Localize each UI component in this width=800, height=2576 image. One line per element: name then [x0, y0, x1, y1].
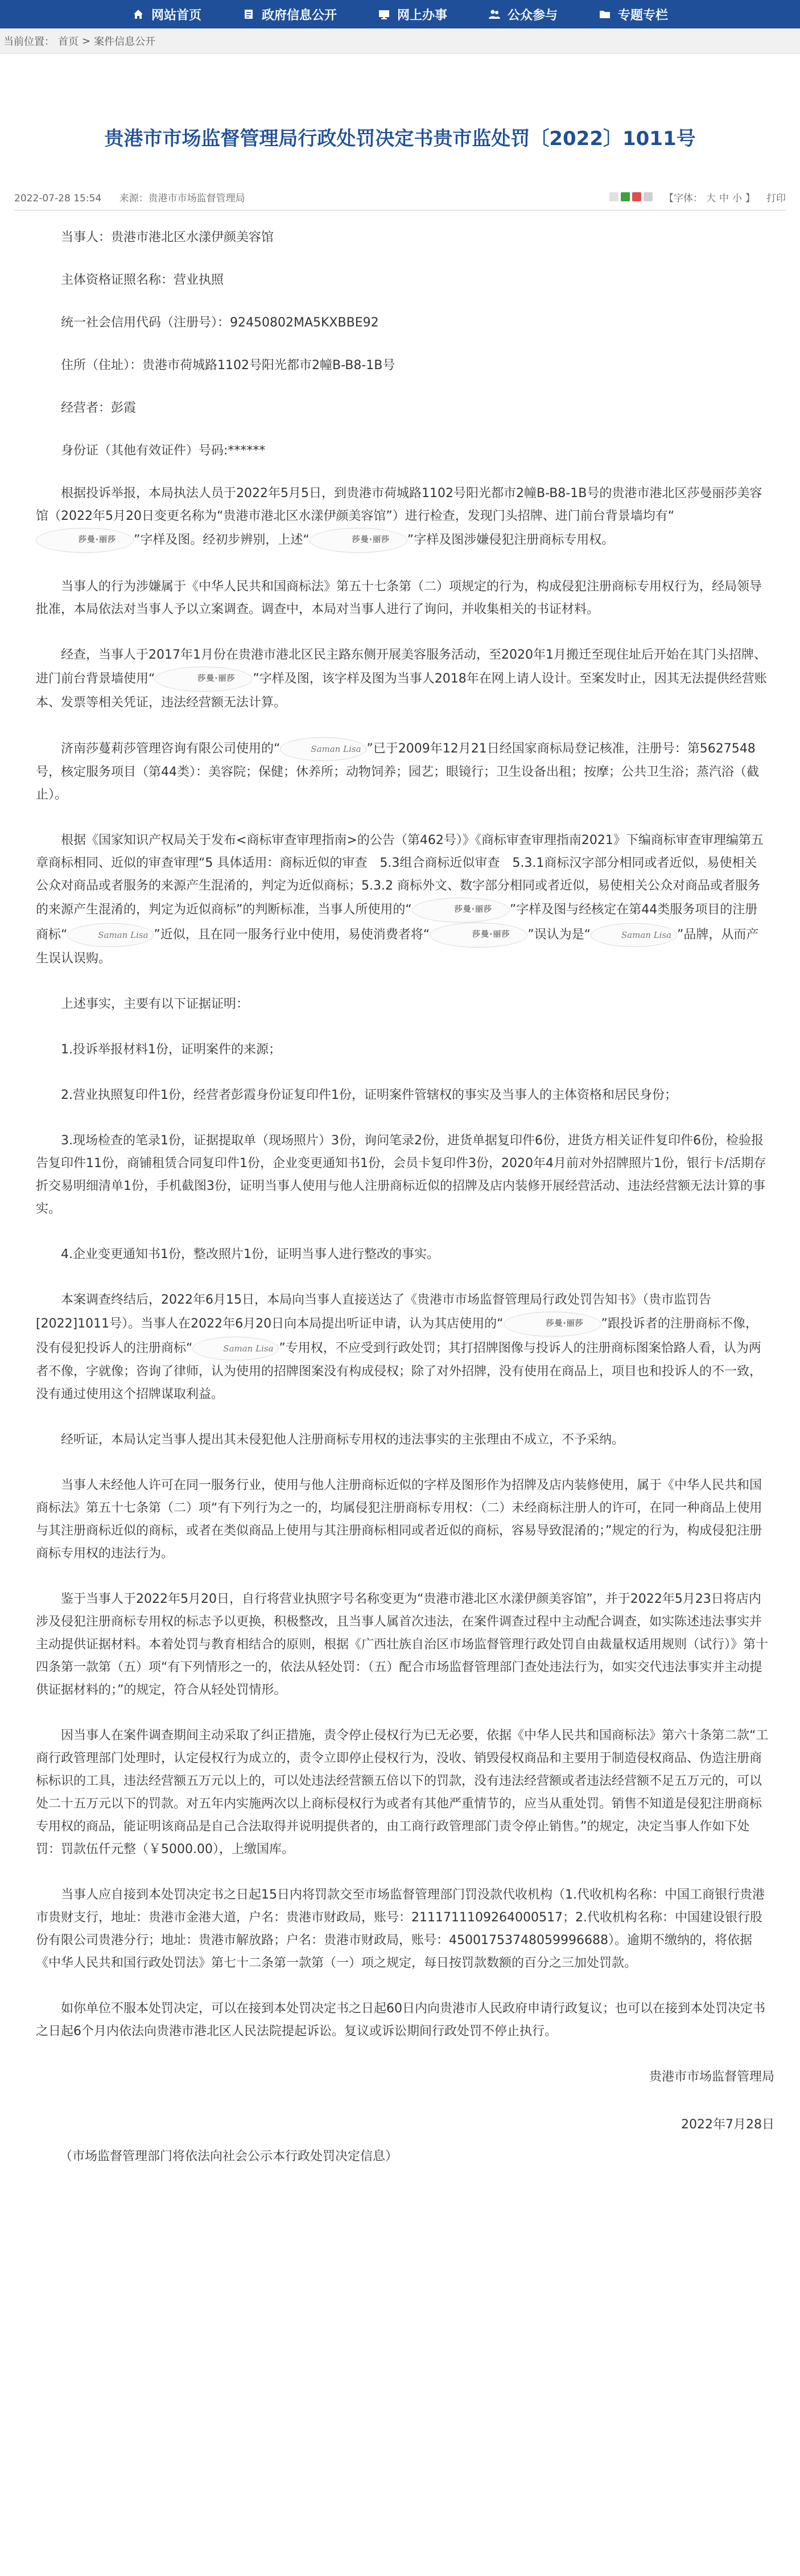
evidence-item: 4.企业变更通知书1份，整改照片1份，证明当事人进行整改的事实。 [61, 1247, 439, 1262]
evidence-intro: 上述事实，主要有以下证据证明： [61, 997, 249, 1011]
font-medium-link[interactable]: 中 [719, 192, 729, 204]
evidence-item: 1.投诉举报材料1份，证明案件的来源； [61, 1043, 281, 1057]
paragraph-investigation [36, 644, 769, 714]
page-title: 贵港市市场监督管理局行政处罚决定书贵市监处罚〔2022〕1011号 [104, 127, 696, 150]
nav-label: 公众参与 [508, 8, 558, 23]
text-segment: ”字样及图与经核定在第44类服务项目的注册商标“ [36, 903, 758, 942]
nav-item-online-service[interactable] [357, 0, 468, 28]
party-name: 当事人：贵港市港北区水漾伊颜美容馆 [61, 230, 274, 245]
publicity-note: （市场监督管理部门将依法向社会公示本行政处罚决定信息） [60, 2149, 398, 2164]
paragraph-payment: 当事人应自接到本处罚决定书之日起15日内将罚款交至市场监督管理部门罚没款代收机构（1.代收机构名称：中国工商银行贵港市贵财支行，地址：贵港市金港大道，户名：贵港市财政局，账号：2111711109264000517；2.代收机构名称：中国建设银行股份有限公司贵港分行；地址：贵港市解放路；户名：贵港市财政局，账号：45001753748059996688）。逾期不缴纳的，将依据《中华人民共和国行政处罚法》第七十二条第一款第（一）项之规定，每日按罚款数额的百分之三加处罚款。 [36, 1888, 765, 1970]
nav-item-gov-info[interactable] [222, 0, 357, 28]
trademark-logo-cn: 莎曼·丽莎 [504, 1312, 601, 1337]
print-button[interactable]: 打印 [766, 192, 786, 204]
article [14, 54, 786, 2168]
article-meta-bar [14, 184, 786, 210]
text-segment: ”跟投诉者的注册商标不像，没有侵犯投诉人的注册商标“ [36, 1317, 758, 1355]
text-segment: ”字样及图涉嫌侵犯注册商标专用权。 [407, 533, 615, 547]
article-source: 来源：贵港市市场监督管理局 [119, 192, 245, 204]
operator: 经营者：彭霞 [61, 401, 137, 415]
breadcrumb-home-link[interactable]: 首页 [58, 36, 79, 48]
nav-label: 网上办事 [397, 8, 447, 23]
document-icon [242, 8, 255, 20]
nav-label: 网站首页 [151, 8, 201, 23]
text-segment: 济南莎蔓莉莎管理咨询有限公司使用的“ [61, 742, 281, 756]
text-segment: ”字样及图，该字样及图为当事人2018年在网上请人设计。至案发时止，因其无法提供经营账本、发票等相关凭证，违法经营额无法计算。 [36, 672, 767, 710]
evidence-item: 2.营业执照复印件1份，经营者彭霞身份证复印件1份，证明案件管辖权的事实及当事人的主体资格和居民身份； [61, 1088, 677, 1102]
paragraph-hearing-request [36, 1289, 769, 1406]
paragraph-inspection [36, 482, 769, 553]
license-name: 主体资格证照名称：营业执照 [61, 273, 224, 287]
text-segment: ”已于2009年12月21日经国家商标局登记核准，注册号：第5627548号，核定服务项目（第44类）：美容院；保健；休养所；动物饲养；园艺；眼镜行；卫生设备出租；按摩；公共卫生浴；蒸汽浴（截止）。 [36, 742, 759, 802]
people-icon [488, 8, 501, 20]
paragraph-registered-trademark [36, 737, 769, 807]
text-segment: ”近似，且在同一服务行业中使用，易使消费者将“ [154, 928, 430, 942]
trademark-logo-en: Saman Lisa [280, 737, 366, 761]
share-more-icon[interactable] [609, 192, 618, 201]
text-segment: 根据投诉举报，本局执法人员于2022年5月5日，到贵港市荷城路1102号阳光都市2幢B-B8-1B号的贵港市港北区莎曼丽莎美容馆（2022年5月20日变更名称为“贵港市港北区水漾伊颜美容馆”）进行检查，发现门头招牌、进门前台背景墙均有“ [36, 486, 762, 523]
breadcrumb-current-link[interactable]: 案件信息公开 [94, 36, 156, 48]
nav-item-home[interactable] [112, 0, 222, 28]
nav-label: 专题专栏 [618, 8, 669, 23]
nav-item-public-participation[interactable] [468, 0, 578, 28]
paragraph-hearing-result: 经听证，本局认定当事人提出其未侵犯他人注册商标专用权的违法事实的主张理由不成立，不予采纳。 [61, 1433, 625, 1447]
text-segment: ”字样及图。经初步辨别，上述“ [134, 533, 310, 547]
paragraph-penalty: 因当事人在案件调查期间主动采取了纠正措施，责令停止侵权行为已无必要，依据《中华人民共和国商标法》第六十条第二款“工商行政管理部门处理时，认定侵权行为成立的，责令立即停止侵权行为，没收、销毁侵权商品和主要用于制造侵权商品、伪造注册商标标识的工具，违法经营额五万元以上的，可以处违法经营额五倍以下的罚款，没有违法经营额或者违法经营额不足五万元的，可以处二十五万元以下的罚款。对五年内实施两次以上商标侵权行为或者有其他严重情节的，应当从重处罚。销售不知道是侵犯注册商标专用权的商品，能证明该商品是自己合法取得并说明提供者的，由工商行政管理部门责令停止销售。”的规定，决定当事人作如下处罚：罚款伍仟元整（￥5000.00），上缴国库。 [36, 1729, 769, 1856]
home-icon [132, 8, 145, 20]
breadcrumb [0, 28, 800, 54]
evidence-item: 3.现场检查的笔录1份，证据提取单（现场照片）3份，询问笔录2份，进货单据复印件6份，进货方相关证件复印件6份，检验报告复印件11份，商铺租赁合同复印件1份，企业变更通知书1份，会员卡复印件3份，2020年4月前对外招牌照片1份，银行卡/活期存折交易明细清单1份，手机截图3份，证明当事人使用与他人注册商标近似的招牌及店内装修开展经营活动、违法经营额无法计算的事实。 [36, 1134, 766, 1216]
font-size-bracket: 】 [745, 192, 755, 204]
breadcrumb-separator: > [82, 35, 91, 47]
text-segment: ”误认为是“ [527, 928, 591, 942]
article-body [14, 210, 786, 2066]
publish-date: 2022-07-28 15:54 [14, 192, 102, 204]
font-size-label: 【字体： [664, 192, 703, 204]
address: 住所（住址）：贵港市荷城路1102号阳光都市2幢B-B8-1B号 [61, 358, 395, 373]
paragraph-violation: 当事人未经他人许可在同一服务行业，使用与他人注册商标近似的字样及图形作为招牌及店内装修使用，属于《中华人民共和国商标法》第五十七条第（二）项“有下列行为之一的，均属侵犯注册商标专用权：（二）未经商标注册人的许可，在同一种商品上使用与其注册商标近似的商标，或者在类似商品上使用与其注册商标相同或者近似的商标，容易导致混淆的；”规定的行为，构成侵犯注册商标专用权的违法行为。 [36, 1478, 762, 1561]
text-segment: 经查，当事人于2017年1月份在贵港市港北区民主路东侧开展美容服务活动，至2020年1月搬迁至现住址后开始在其门头招牌、进门前台背景墙使用“ [36, 648, 766, 686]
qq-share-icon[interactable] [644, 192, 653, 201]
id-number: 身份证（其他有效证件）号码:****** [61, 444, 266, 458]
nav-item-special-topics[interactable] [578, 0, 688, 28]
paragraph-appeal: 如你单位不服本处罚决定，可以在接到本处罚决定书之日起60日内向贵港市人民政府申请行政复议；也可以在接到本处罚决定书之日起6个月内依法向贵港市港北区人民法院提起诉讼。复议或诉讼期间行政处罚不停止执行。 [36, 2002, 765, 2039]
paragraph-mitigation: 鉴于当事人于2022年5月20日，自行将营业执照字号名称变更为“贵港市港北区水漾伊颜美容馆”，并于2022年5月23日将店内涉及侵犯注册商标专用权的标志予以更换，积极整改，且当事人属首次违法，在案件调查过程中主动配合调查，如实陈述违法事实并主动提供证据材料。本着处罚与教育相结合的原则，根据《广西壮族自治区市场监督管理行政处罚自由裁量权适用规则（试行）》第十四条第一款第（五）项“有下列情形之一的，依法从轻处罚：（五）配合市场监督管理部门查处违法行为，如实交代违法事实并主动提供证据材料的；”的规定，符合从轻处罚情形。 [36, 1592, 769, 1697]
trademark-logo-cn: 莎曼·丽莎 [412, 898, 510, 923]
font-size-controls [661, 190, 755, 204]
monitor-icon [378, 8, 390, 20]
paragraph-similarity-analysis [36, 829, 769, 970]
trademark-logo-en: Saman Lisa [591, 923, 677, 947]
weibo-share-icon[interactable] [632, 192, 641, 201]
signature-authority: 贵港市市场监督管理局 [649, 2070, 774, 2084]
folder-icon [599, 8, 611, 20]
text-segment: ”专用权，不应受到行政处罚；其打招牌图像与投诉人的注册商标图案恰路人看，认为两者不像，字就像；咨询了律师，认为使用的招牌图案没有构成侵权；除了对外招牌，没有使用在商品上，项目也和投诉人的不一致，没有通过使用这个招牌谋取利益。 [36, 1341, 762, 1401]
text-segment: 根据《国家知识产权局关于发布<商标审查审理指南>的公告（第462号）》《商标审查审理指南2021》下编商标审查审理编第五章商标相同、近似的审查审理“5 具体适用：商标近似的审查 5.3组合商标近似审查 5.3.1商标汉字部分相同或者近似，易使相关公众对商品或者服务的来源产生混淆的，判定为近似商标；5.3.2 商标外文、数字部分相同或者近似，易使相关公众对商品或者服务的来源产生混淆的，判定为近似商标”的判断标准，当事人所使用的“ [36, 833, 764, 917]
font-large-link[interactable]: 大 [706, 192, 716, 204]
paragraph-case-filing: 当事人的行为涉嫌属于《中华人民共和国商标法》第五十七条第（二）项规定的行为，构成侵犯注册商标专用权行为，经局领导批准，本局依法对当事人予以立案调查。调查中，本局对当事人进行了询问，并收集相关的书证材料。 [36, 580, 762, 617]
trademark-logo-cn: 莎曼·丽莎 [310, 528, 407, 553]
trademark-logo-cn: 莎曼·丽莎 [430, 923, 527, 948]
font-small-link[interactable]: 小 [732, 192, 742, 204]
credit-code: 统一社会信用代码（注册号）：92450802MA5KXBBE92 [61, 316, 379, 330]
text-segment: 本案调查终结后，2022年6月15日，本局向当事人直接送达了《贵港市市场监督管理局行政处罚告知书》（贵市监罚告[2022]1011号）。当事人在2022年6月20日向本局提出听证申请，认为其店使用的“ [36, 1293, 711, 1331]
signature-date: 2022年7月28日 [681, 2118, 774, 2132]
wechat-share-icon[interactable] [621, 192, 630, 201]
text-segment: ”品牌，从而产生误认误购。 [36, 928, 759, 966]
nav-label: 政府信息公开 [261, 8, 337, 23]
trademark-logo-en: Saman Lisa [67, 923, 154, 947]
trademark-logo-en: Saman Lisa [192, 1337, 279, 1361]
trademark-logo-cn: 莎曼·丽莎 [155, 667, 253, 692]
top-navigation [0, 0, 800, 28]
trademark-logo-cn: 莎曼·丽莎 [36, 528, 134, 553]
breadcrumb-prefix: 当前位置： [3, 36, 55, 48]
share-buttons [607, 192, 653, 201]
